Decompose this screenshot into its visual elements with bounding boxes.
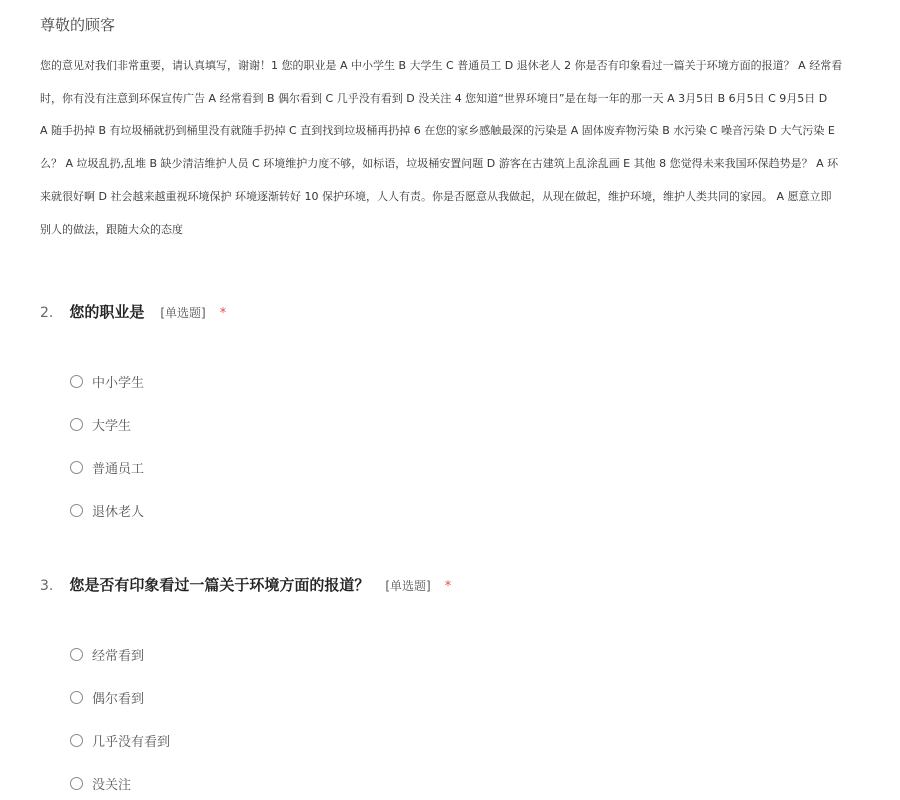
question-number: 3. xyxy=(40,578,54,594)
radio-button[interactable] xyxy=(70,648,83,661)
option-report-not-noticed[interactable] xyxy=(70,774,131,793)
question-text: 您是否有印象看过一篇关于环境方面的报道？ xyxy=(69,576,370,594)
option-label: 没关注 xyxy=(92,778,132,793)
intro-text-line: 时，你有没有注意到环保宣传广告 A 经常看到 B 偶尔看到 C 几乎没有看到 D 没关注 4 您知道“世界环境日”是在每一年的那一天 A 3月5日 B 6月5日 C 9月5日 D xyxy=(40,92,828,105)
option-occupation-employee[interactable] xyxy=(70,458,144,477)
radio-button[interactable] xyxy=(70,777,83,790)
question-type-label: [单选题] xyxy=(160,306,206,320)
option-occupation-college[interactable] xyxy=(70,415,131,434)
radio-button[interactable] xyxy=(70,691,83,704)
option-occupation-retired[interactable] xyxy=(70,501,144,520)
intro-text-line: 别人的做法，跟随大众的态度 xyxy=(40,223,183,236)
required-mark: * xyxy=(219,306,227,321)
option-label: 经常看到 xyxy=(92,649,145,664)
option-label: 普通员工 xyxy=(92,462,145,477)
radio-button[interactable] xyxy=(70,734,83,747)
intro-text-line: 么？ A 垃圾乱扔,乱堆 B 缺少清洁维护人员 C 环境维护力度不够，如标语，垃圾桶安置问题 D 游客在古建筑上乱涂乱画 E 其他 8 您觉得未来我国环保趋势是？ A 环 xyxy=(40,157,839,170)
radio-button[interactable] xyxy=(70,375,83,388)
question-type-label: [单选题] xyxy=(385,579,431,593)
option-label: 中小学生 xyxy=(92,376,145,391)
option-report-rarely[interactable] xyxy=(70,731,170,750)
intro-text-line: A 随手扔掉 B 有垃圾桶就扔到桶里没有就随手扔掉 C 直到找到垃圾桶再扔掉 6 在您的家乡感触最深的污染是 A 固体废弃物污染 B 水污染 C 噪音污染 D 大气污染 E xyxy=(40,124,835,137)
radio-button[interactable] xyxy=(70,418,83,431)
question-number: 2. xyxy=(40,305,54,321)
option-occupation-student[interactable] xyxy=(70,372,144,391)
question-title-environment-report xyxy=(40,574,451,595)
intro-text-line: 您的意见对我们非常重要，请认真填写，谢谢！1 您的职业是 A 中小学生 B 大学生 C 普通员工 D 退休老人 2 你是否有印象看过一篇关于环境方面的报道？ A 经常看 xyxy=(40,59,843,72)
intro-text-line: 来就很好啊 D 社会越来越重视环境保护 环境逐渐转好 10 保护环境，人人有责。你是否愿意从我做起，从现在做起，维护环境，维护人类共同的家园。 A 愿意立即 xyxy=(40,190,832,203)
radio-button[interactable] xyxy=(70,461,83,474)
option-report-often[interactable] xyxy=(70,645,144,664)
option-label: 退休老人 xyxy=(92,505,145,520)
survey-greeting: 尊敬的顾客 xyxy=(40,16,116,34)
question-text: 您的职业是 xyxy=(69,303,145,321)
question-title-occupation xyxy=(40,301,226,322)
required-mark: * xyxy=(444,579,452,594)
option-report-occasionally[interactable] xyxy=(70,688,144,707)
radio-button[interactable] xyxy=(70,504,83,517)
option-label: 偶尔看到 xyxy=(92,692,145,707)
option-label: 几乎没有看到 xyxy=(92,735,171,750)
option-label: 大学生 xyxy=(92,419,132,434)
